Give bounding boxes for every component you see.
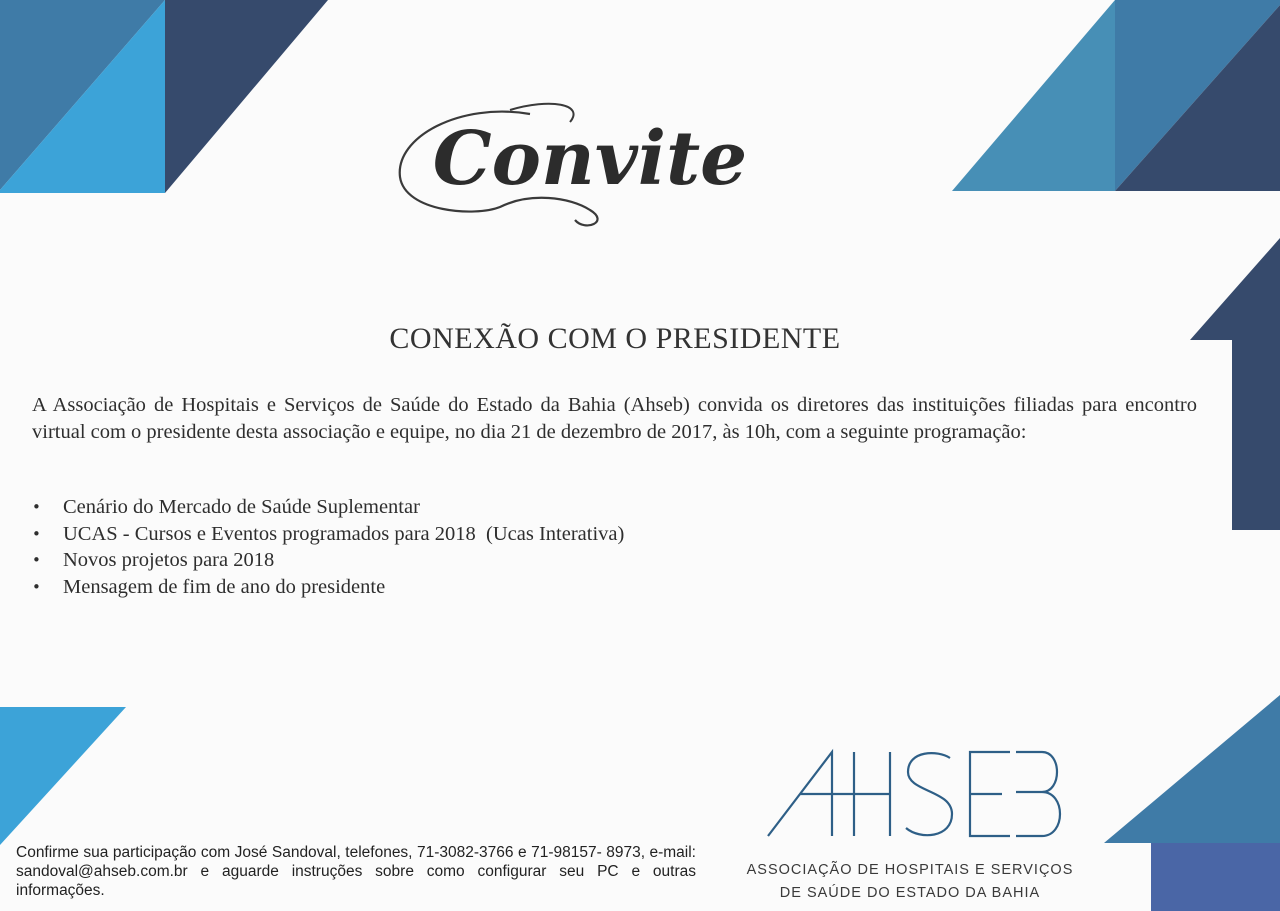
agenda-item: • Mensagem de fim de ano do presidente xyxy=(30,574,930,601)
invitation-heading: Convite xyxy=(432,116,748,202)
agenda-item: • UCAS - Cursos e Eventos programados para 2018 (Ucas Interativa) xyxy=(30,521,930,548)
logo-subtitle-line1: ASSOCIAÇÃO DE HOSPITAIS E SERVIÇOS xyxy=(746,862,1074,878)
heading-flourish xyxy=(380,92,800,232)
event-title: CONEXÃO COM O PRESIDENTE xyxy=(389,322,841,355)
ahseb-logo xyxy=(760,748,1070,843)
invitation-paragraph: A Associação de Hospitais e Serviços de Saúde do Estado da Bahia (Ahseb) convida os diretores das instituições filiadas para encontro virtual com o presidente desta associação e equipe, no dia 21 de dezembro de 2017, às 10h, com a seguinte programação: xyxy=(32,394,1197,443)
agenda-list xyxy=(30,494,930,600)
invitation-heading-wrap xyxy=(0,92,1180,237)
bottom-left-sky-shape xyxy=(0,707,126,845)
confirmation-note: Confirme sua participação com José Sandoval, telefones, 71-3082-3766 e 71-98157- 8973, e-mail: sandoval@ahseb.com.br e aguarde instruções sobre como configurar seu PC e outras informações. xyxy=(16,844,696,899)
agenda-item: • Novos projetos para 2018 xyxy=(30,547,930,574)
logo-subtitle-line2: DE SAÚDE DO ESTADO DA BAHIA xyxy=(779,885,1041,901)
bottom-right-steel-shape xyxy=(1104,695,1280,843)
agenda-item: • Cenário do Mercado de Saúde Suplementar xyxy=(30,494,930,521)
logo-mark-text: AHSEB xyxy=(760,748,764,749)
bottom-right-royal-block xyxy=(1151,843,1280,911)
right-side-navy-shape xyxy=(1190,238,1280,530)
